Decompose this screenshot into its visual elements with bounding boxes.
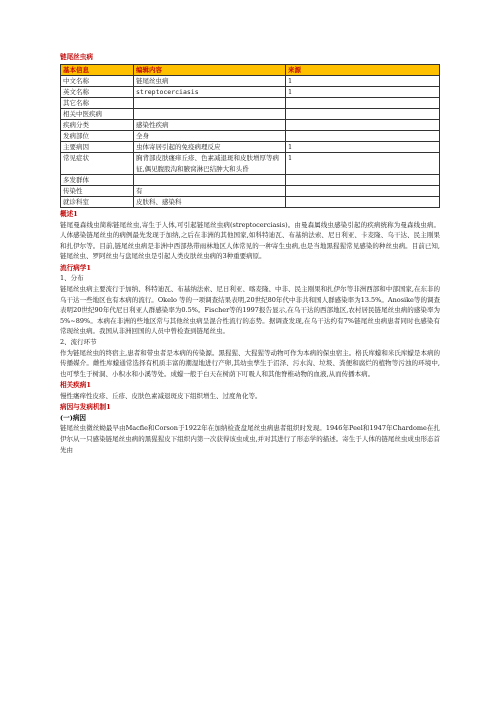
- row-source: [286, 120, 440, 131]
- row-source: 1: [286, 87, 440, 98]
- table-row: [61, 120, 440, 131]
- row-source: [286, 109, 440, 120]
- table-row: [61, 131, 440, 142]
- etiology-subheading: (一)病因: [60, 413, 87, 422]
- row-label: 主要病因: [61, 142, 134, 153]
- basic-info-table: [60, 64, 440, 208]
- distribution-paragraph: 链尾丝虫病主要流行于加纳、科特迪瓦、布基纳法索、尼日利亚、喀麦隆、中非、民主刚果和扎伊尔等非洲西部和中部国家,在东非的乌干达一些地区也有本病的流行。Okelo 等的一项调查结果表明,20世纪80年代中非共和国人群感染率为13.5%。Anosike等的调查表明20世纪90年代尼日利亚人群感染率为0.5%。Fischer等的1997报告显示,在乌干达的西部地区,农村居民链尾丝虫病的感染率为 5%~89%。本病在非洲的些地区常与其他丝虫病呈混合性流行的态势。据调查发现,在乌干达约有7%链尾丝虫病患者同时也感染有常现丝虫病。我国从非洲回国的人员中曾检查到链尾丝虫。: [60, 284, 440, 336]
- row-value: 全身: [134, 131, 286, 142]
- row-value: streptocerciasis: [134, 87, 286, 98]
- header-source: 来源: [286, 65, 440, 76]
- row-value: 虫体寄居引起的免疫病理反应: [134, 142, 286, 153]
- row-value: [134, 109, 286, 120]
- transmission-subheading: 2、流行环节: [60, 337, 97, 346]
- row-source: [286, 175, 440, 186]
- row-label: 英文名称: [61, 87, 134, 98]
- row-value: 胸背部皮肤瘙痒丘疹、色素减退斑和皮肤增厚等病征,偶见腹股沟和腋窝淋巴结肿大和头昏: [134, 153, 286, 175]
- table-row: [61, 98, 440, 109]
- related-diseases-heading: 相关疾病1: [60, 381, 91, 390]
- row-label: 就诊科室: [61, 197, 134, 208]
- table-row: [61, 109, 440, 120]
- overview-paragraph: 链尾曼森线虫简称链尾丝虫,寄生于人体,可引起链尾丝虫病(streptocerciasis)。由曼森属线虫感染引起的疾病统称为曼森线虫病。人体感染链尾丝虫的病例最先发现于加纳,之后在非洲的其他国家,如科特迪瓦、布基纳法索、尼日利亚、卡麦隆、乌干达、民主刚果和扎伊尔等。目前,链尾丝虫病是非洲中西部热带雨林地区人体常见的一种寄生虫病,也是当地黑猩猩常见感染的种丝虫病。目前已知,链尾丝虫、罗阿丝虫与盘尾丝虫是引起人类皮肤丝虫病的3种重要病原。: [60, 220, 440, 261]
- header-basic-info: 基本信息: [61, 65, 134, 76]
- row-value: 感染性疾病: [134, 120, 286, 131]
- row-source: 1: [286, 153, 440, 175]
- etiology-heading: 病因与发病机制1: [60, 403, 111, 412]
- row-label: 其它名称: [61, 98, 134, 109]
- row-value: 链尾丝虫病: [134, 76, 286, 87]
- row-label: 疾病分类: [61, 120, 134, 131]
- row-source: [286, 197, 440, 208]
- row-value: [134, 175, 286, 186]
- table-row: [61, 153, 440, 175]
- epidemiology-heading: 流行病学1: [60, 263, 91, 272]
- row-label: 中文名称: [61, 76, 134, 87]
- row-source: 1: [286, 142, 440, 153]
- row-value: [134, 98, 286, 109]
- table-row: [61, 76, 440, 87]
- document-title: 链尾丝虫病: [60, 53, 93, 61]
- row-value: 皮肤科、感染科: [134, 197, 286, 208]
- table-row: [61, 197, 440, 208]
- row-source: [286, 186, 440, 197]
- related-diseases-paragraph: 慢性瘙痒性皮疹、丘疹、皮肤色素减退斑皮下组织增生、过度角化等。: [60, 391, 262, 400]
- transmission-paragraph: 作为链尾丝虫的终宿主,患者和带虫者是本病的传染源。黑猩猩、大猩猩等动物可作为本病的保虫宿主。格氏库蠓和米氏库蠓是本病的传播媒介。雌性库蠓通常选择有机质丰富的潮湿地进行产卵,其幼虫孳生于沼泽、污水沟、垃圾、粪便和腐烂的植物等污浊的环境中,也可孳生于树洞、小积水和小溪等处。成蠓一般于白天在树荫下叮吸人和其他脊椎动物的血液,从而传播本病。: [60, 348, 440, 378]
- row-label: 常见症状: [61, 153, 134, 175]
- row-source: 1: [286, 76, 440, 87]
- row-source: [286, 98, 440, 109]
- row-label: 多发群体: [61, 175, 134, 186]
- etiology-paragraph: 链尾丝虫微丝蚴最早由Macfie和Corson于1922年在加纳检查盘尾丝虫病患者组织时发现。1946年Peel和1947年Chardome在扎伊尔从一只感染链尾丝虫病的黑猩猩皮下组织内第一次获得该虫成虫,并对其进行了形态学的描述。寄生于人体的链尾丝虫成虫形态首先由: [60, 424, 440, 454]
- row-source: [286, 131, 440, 142]
- row-label: 传染性: [61, 186, 134, 197]
- table-row: [61, 186, 440, 197]
- overview-heading: 概述1: [60, 210, 78, 218]
- row-label: 相关中医疾病: [61, 109, 134, 120]
- row-label: 发病部位: [61, 131, 134, 142]
- document-page: [60, 53, 440, 455]
- table-row: [61, 87, 440, 98]
- table-header-row: [61, 65, 440, 76]
- distribution-subheading: 1、分布: [60, 274, 84, 283]
- table-row: [61, 142, 440, 153]
- header-edit-content: 编辑内容: [134, 65, 286, 76]
- row-value: 有: [134, 186, 286, 197]
- table-row: [61, 175, 440, 186]
